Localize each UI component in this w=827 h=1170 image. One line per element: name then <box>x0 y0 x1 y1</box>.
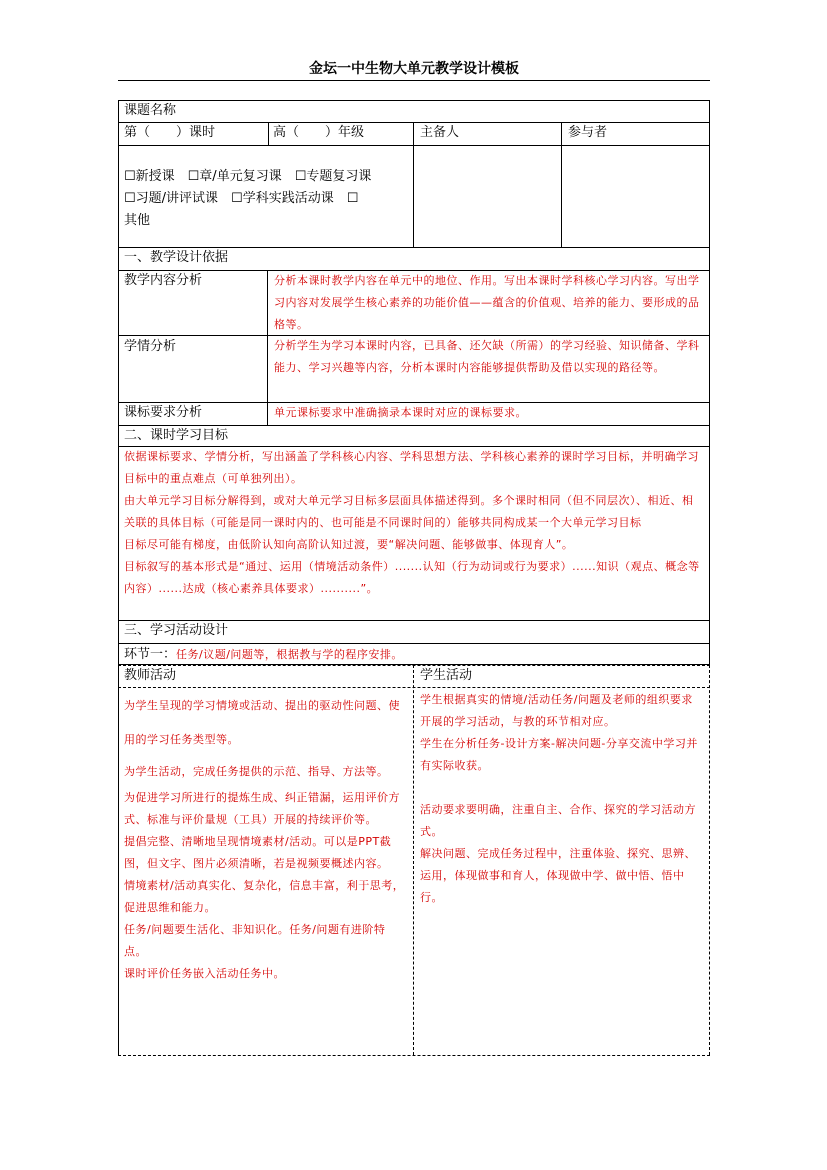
teacher-paragraph: 情境素材/活动真实化、复杂化，信息丰富，利于思考，促进思维和能力。 <box>124 879 405 914</box>
student-paragraph: 学生在分析任务-设计方案-解决问题-分享交流中学习并有实际收获。 <box>420 737 698 772</box>
standard-analysis-text: 单元课标要求中准确摘录本课时对应的课标要求。 <box>274 406 527 419</box>
row-divider <box>118 145 710 146</box>
col-divider <box>268 122 269 145</box>
teacher-paragraph: 任务/问题要生活化、非知识化。任务/问题有进阶特点。 <box>124 923 386 958</box>
page-title: 金坛一中生物大单元教学设计模板 <box>309 61 519 77</box>
activity-top-border <box>118 665 710 666</box>
step-label: 环节一： <box>124 647 177 662</box>
teacher-paragraph: 课时评价任务嵌入活动任务中。 <box>124 967 285 980</box>
preparer-label: 主备人 <box>420 125 460 140</box>
period-label: 第（ ）课时 <box>124 125 216 140</box>
teacher-activity-label: 教师活动 <box>124 668 177 683</box>
student-activity-label: 学生活动 <box>420 668 473 683</box>
section1-heading: 一、教学设计依据 <box>124 250 229 265</box>
activity-center-divider <box>413 665 414 1055</box>
content-analysis-text: 分析本课时教学内容在单元中的地位、作用。写出本课时学科核心学习内容。写出学习内容对发展学生核心素养的功能价值——蕴含的价值观、培养的能力、要形成的品格等。 <box>274 274 700 331</box>
participants-label: 参与者 <box>568 125 608 140</box>
col-divider <box>413 122 414 247</box>
student-paragraph: 解决问题、完成任务过程中，注重体验、探究、思辨、运用，体现做事和育人，体现做中学、做中悟、悟中行。 <box>420 847 696 904</box>
section2-heading: 二、课时学习目标 <box>124 428 229 443</box>
activity-bottom-border <box>118 1055 710 1056</box>
section3-heading: 三、学习活动设计 <box>124 623 229 638</box>
title-rule <box>118 80 710 81</box>
objective-paragraph: 依据课标要求、学情分析，写出涵盖了学科核心内容、学科思想方法、学科核心素养的课时学习目标，并明确学习目标中的重点难点（可单独列出）。 <box>124 450 699 485</box>
student-paragraph: 活动要求要明确，注重自主、合作、探究的学习活动方式。 <box>420 803 696 838</box>
step-text: 任务/议题/问题等，根据教与学的程序安排。 <box>176 648 403 661</box>
objectives-block <box>124 446 704 600</box>
grade-label: 高（ ）年级 <box>273 125 365 140</box>
learner-analysis-text: 分析学生为学习本课时内容，已具备、还欠缺（所需）的学习经验、知识储备、学科能力、学习兴趣等内容，分析本课时内容能够提供帮助及借以实现的路径等。 <box>274 339 700 374</box>
objective-paragraph: 目标叙写的基本形式是“通过、运用（情境活动条件）.......认知（行为动词或行为要求）......知识（观点、概念等内容）......达成（核心素养具体要求）..........”。 <box>124 560 700 595</box>
student-activity-text <box>420 689 704 909</box>
teacher-activity-text <box>124 689 408 985</box>
activity-header-divider <box>118 687 710 688</box>
lesson-type-line1: ☐新授课 ☐章/单元复习课 ☐专题复习课 <box>124 169 372 184</box>
lesson-name-label: 课题名称 <box>124 103 177 118</box>
content-analysis-label: 教学内容分析 <box>124 273 203 288</box>
teacher-paragraph: 为促进学习所进行的提炼生成、纠正错漏，运用评价方式、标准与评价量规（工具）开展的持续评价等。 <box>124 791 400 826</box>
learner-analysis-label: 学情分析 <box>124 339 177 354</box>
col-divider <box>561 122 562 247</box>
teacher-paragraph: 为学生呈现的学习情境或活动、提出的驱动性问题、使用的学习任务类型等。 <box>124 699 400 746</box>
lesson-type-line3: 其他 <box>124 213 151 228</box>
student-paragraph: 学生根据真实的情境/活动任务/问题及老师的组织要求开展的学习活动，与教的环节相对应。 <box>420 693 693 728</box>
col-divider <box>267 270 268 425</box>
objective-paragraph: 由大单元学习目标分解得到，或对大单元学习目标多层面具体描述得到。多个课时相同（但不同层次）、相近、相关联的具体目标（可能是同一课时内的、也可能是不同课时间的）能够共同构成某一个大单元学习目标 <box>124 494 694 529</box>
objective-paragraph: 目标尽可能有梯度，由低阶认知向高阶认知过渡，要“解决问题、能够做事、体现育人”。 <box>124 538 574 551</box>
lesson-type-options <box>124 166 410 232</box>
step-row <box>124 644 704 666</box>
activity-right-border <box>709 665 710 1055</box>
teacher-paragraph: 为学生活动，完成任务提供的示范、指导、方法等。 <box>124 765 389 778</box>
teacher-paragraph: 提倡完整、清晰地呈现情境素材/活动。可以是PPT截图，但文字、图片必须清晰，若是视频要概述内容。 <box>124 835 392 870</box>
activity-left-border <box>118 665 119 1055</box>
standard-analysis-label: 课标要求分析 <box>124 405 203 420</box>
lesson-type-line2: ☐习题/讲评试课 ☐学科实践活动课 ☐ <box>124 191 359 206</box>
